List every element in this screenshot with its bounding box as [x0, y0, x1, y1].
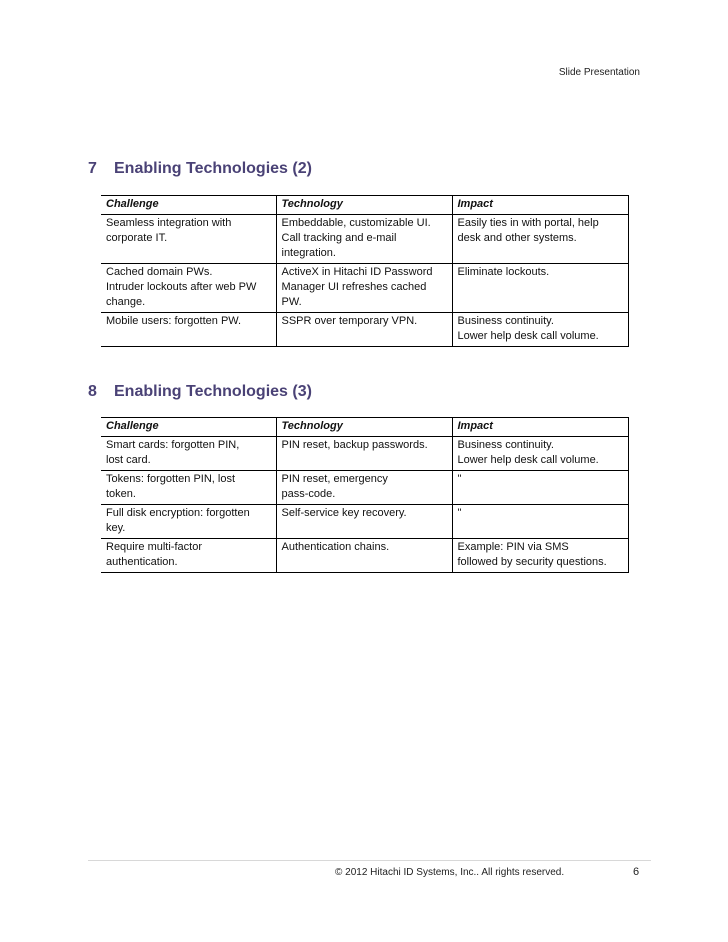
challenge-text-line: Seamless integration with [106, 217, 232, 229]
header-label: Slide Presentation [558, 67, 640, 78]
impact-text-line: Lower help desk call volume. [457, 454, 599, 466]
challenge-text-line: token. [106, 488, 136, 500]
cell-challenge [101, 505, 276, 539]
cell-challenge [101, 215, 276, 264]
technology-text-line: integration. [281, 247, 336, 259]
cell-technology [276, 505, 452, 539]
section-title-8 [88, 383, 312, 401]
cell-impact [452, 539, 628, 573]
section-number: 7 [88, 160, 97, 177]
technology-text-line: Self-service key recovery. [281, 507, 407, 519]
table-header-row [101, 196, 628, 215]
table-row [101, 539, 628, 573]
cell-challenge [101, 313, 276, 347]
cell-technology [276, 215, 452, 264]
cell-technology [276, 313, 452, 347]
technology-text-line: Embeddable, customizable UI. [281, 217, 431, 229]
technology-text-line: PIN reset, emergency [281, 473, 388, 485]
cell-technology [276, 437, 452, 471]
impact-text-line: Example: PIN via SMS [457, 541, 569, 553]
technology-text-line: Authentication chains. [281, 541, 390, 553]
table-row [101, 313, 628, 347]
technology-text-line: PIN reset, backup passwords. [281, 439, 428, 451]
impact-text-line: desk and other systems. [457, 232, 577, 244]
challenge-text-line: Smart cards: forgotten PIN, [106, 439, 240, 451]
cell-impact [452, 437, 628, 471]
challenge-text-line: corporate IT. [106, 232, 168, 244]
cell-impact [452, 505, 628, 539]
technology-text-line: ActiveX in Hitachi ID Password [281, 266, 433, 278]
cell-technology [276, 471, 452, 505]
impact-text-line: Easily ties in with portal, help [457, 217, 599, 229]
impact-text-line: " [457, 473, 462, 485]
enabling-technologies-table-3 [101, 417, 629, 573]
impact-text-line: Lower help desk call volume. [457, 330, 599, 342]
challenge-text-line: Cached domain PWs. [106, 266, 213, 278]
table-row [101, 264, 628, 313]
cell-impact [452, 264, 628, 313]
challenge-text-line: authentication. [106, 556, 178, 568]
column-header-technology: Technology [276, 196, 452, 215]
technology-text-line: SSPR over temporary VPN. [281, 315, 418, 327]
impact-text-line: Eliminate lockouts. [457, 266, 550, 278]
footer-divider [88, 860, 651, 861]
cell-challenge [101, 471, 276, 505]
cell-impact [452, 471, 628, 505]
table-row [101, 215, 628, 264]
section-title-text: Enabling Technologies (3) [114, 383, 312, 400]
technology-text-line: PW. [281, 296, 302, 308]
cell-impact [452, 313, 628, 347]
cell-challenge [101, 437, 276, 471]
challenge-text-line: change. [106, 296, 146, 308]
technology-text-line: pass-code. [281, 488, 336, 500]
challenge-text-line: Mobile users: forgotten PW. [106, 315, 242, 327]
cell-challenge [101, 539, 276, 573]
impact-text-line: Business continuity. [457, 315, 554, 327]
impact-text-line: " [457, 507, 462, 519]
challenge-text-line: Tokens: forgotten PIN, lost [106, 473, 236, 485]
enabling-technologies-table-2 [101, 195, 629, 347]
cell-technology [276, 264, 452, 313]
section-title-7 [88, 160, 312, 178]
cell-challenge [101, 264, 276, 313]
table-row [101, 471, 628, 505]
challenge-text-line: key. [106, 522, 126, 534]
column-header-challenge: Challenge [101, 418, 276, 437]
column-header-impact: Impact [452, 418, 628, 437]
table-header-row [101, 418, 628, 437]
technology-text-line: Manager UI refreshes cached [281, 281, 427, 293]
column-header-impact: Impact [452, 196, 628, 215]
section-number: 8 [88, 383, 97, 400]
challenge-text-line: Intruder lockouts after web PW [106, 281, 257, 293]
impact-text-line: Business continuity. [457, 439, 554, 451]
table-row [101, 505, 628, 539]
cell-technology [276, 539, 452, 573]
technology-text-line: Call tracking and e-mail [281, 232, 397, 244]
challenge-text-line: lost card. [106, 454, 151, 466]
page-number: 6 [633, 866, 640, 878]
table-row [101, 437, 628, 471]
cell-impact [452, 215, 628, 264]
impact-text-line: followed by security questions. [457, 556, 607, 568]
challenge-text-line: Full disk encryption: forgotten [106, 507, 250, 519]
column-header-challenge: Challenge [101, 196, 276, 215]
challenge-text-line: Require multi-factor [106, 541, 202, 553]
column-header-technology: Technology [276, 418, 452, 437]
footer-copyright: © 2012 Hitachi ID Systems, Inc.. All rights reserved. [335, 867, 565, 878]
section-title-text: Enabling Technologies (2) [114, 160, 312, 177]
